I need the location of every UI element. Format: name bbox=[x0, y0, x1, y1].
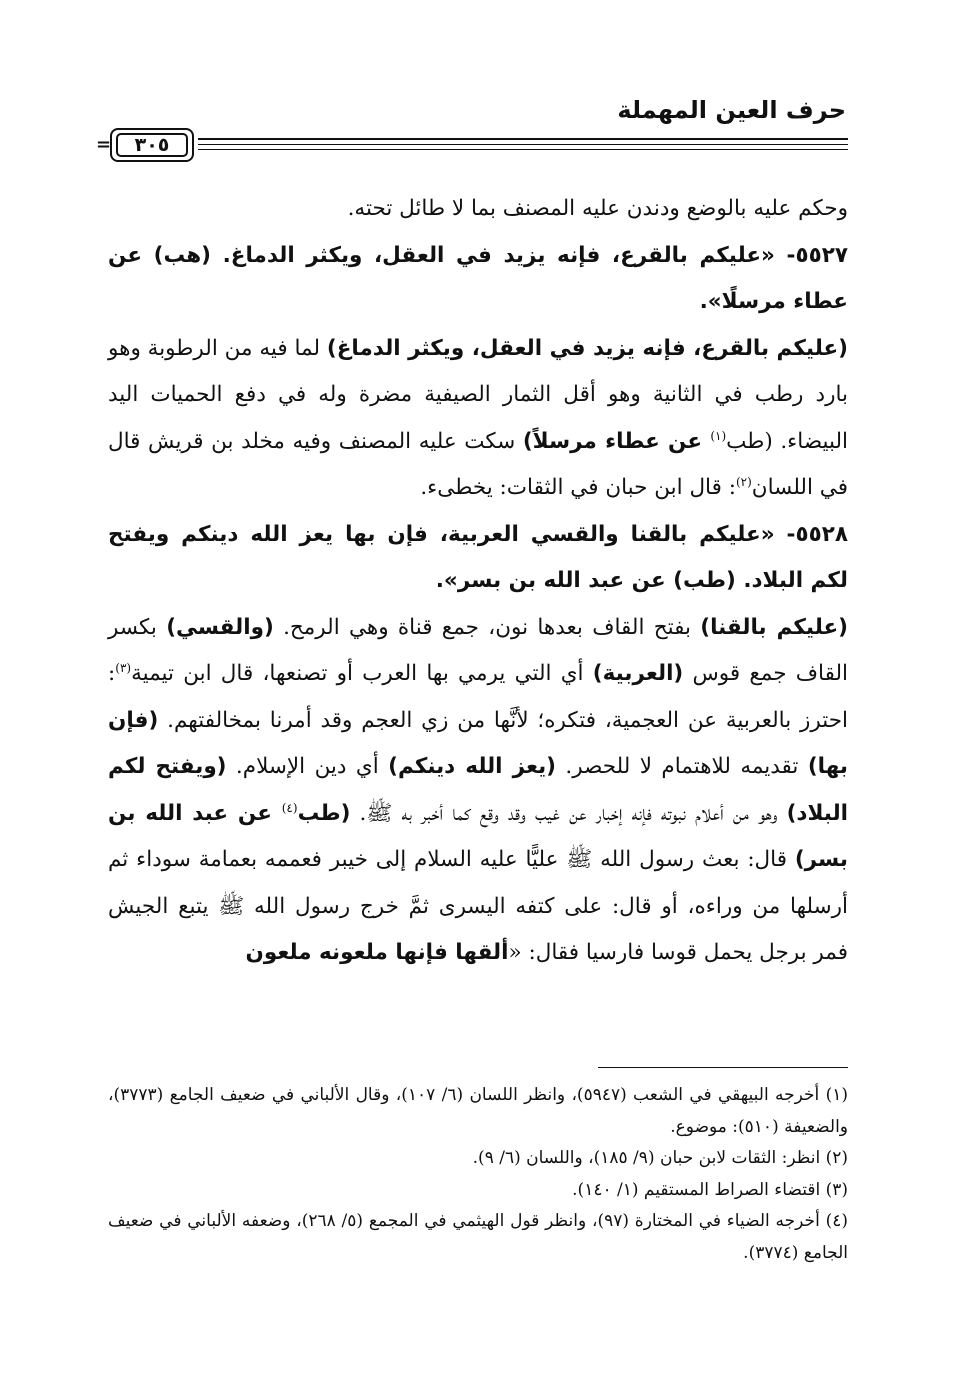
hadith-5528 bbox=[108, 512, 848, 605]
bold-run: (طب bbox=[297, 800, 351, 826]
rule-line bbox=[198, 149, 848, 150]
text-run: ». bbox=[435, 568, 458, 593]
hadith-5527 bbox=[108, 233, 848, 326]
text-run: بفتح القاف بعدها نون، جمع قناة وهي الرمح. bbox=[273, 614, 701, 640]
text-run: أي التي يرمي بها العرب أو تصنعها، قال ابن تيمية bbox=[131, 661, 593, 686]
page-number-frame bbox=[110, 128, 194, 162]
text-run: بكسر القاف جمع قوس bbox=[108, 614, 848, 686]
text-run: قال: بعث رسول الله ﷺ عليًّا عليه السلام إلى خيبر فعممه بعمامة سوداء ثم أرسلها من وراءه، أو قال: على كتفه اليسرى ثمَّ خرج رسول الله ﷺ يتبع الجيش فمر برجل يحمل قوسا فارسيا فقال: « bbox=[108, 847, 848, 965]
text-run: أي دين الإسلام. bbox=[226, 754, 389, 779]
bold-run: ألقها فإنها ملعونه ملعون bbox=[245, 940, 509, 965]
bold-run: (فإن بها) bbox=[108, 707, 848, 779]
commentary-paragraph bbox=[108, 326, 848, 512]
rule-line bbox=[198, 144, 848, 145]
bold-run: عن عبد الله بن بسر) bbox=[108, 800, 848, 872]
footnote-ref: (١) bbox=[710, 428, 727, 443]
bold-run: (ويفتح لكم البلاد) bbox=[108, 754, 849, 826]
text-run: سكت عليه المصنف وفيه مخلد بن قريش قال في اللسان bbox=[108, 428, 848, 500]
bold-run: (والقسي) bbox=[166, 614, 274, 640]
commentary-paragraph bbox=[108, 605, 848, 977]
running-head-title: حرف العين المهملة bbox=[617, 96, 846, 124]
hadith-text: عليكم بالقرع، فإنه يزيد في العقل، ويكثر الدماغ. (هب) عن عطاء مرسلًا bbox=[108, 242, 848, 314]
text-run: : احترز بالعربية عن العجمية، فتكره؛ لأنَّها من زي العجم وقد أمرنا بمخالفتهم. bbox=[108, 661, 848, 733]
footnote: (٢) انظر: الثقات لابن حبان (٩/ ١٨٥)، واللسان (٦/ ٩). bbox=[472, 1148, 848, 1168]
page-number: ٣٠٥ bbox=[116, 133, 188, 157]
text-run: ». bbox=[699, 289, 722, 314]
text-run: وهو من أعلام نبوته فإنه إخبار عن غيب وقد وقع كما أخبر به ﷺ. bbox=[350, 800, 787, 826]
footnote-separator bbox=[598, 1067, 848, 1068]
header-ornament: = bbox=[96, 134, 112, 155]
bold-run: (عليكم بالقنا) bbox=[700, 614, 848, 640]
text-run: لما فيه من الرطوبة وهو بارد رطب في الثانية وهو أقل الثمار الصيفية مضرة وله في دفع الحميات اليد البيضاء. (طب bbox=[108, 335, 848, 454]
paragraph bbox=[108, 186, 848, 233]
footnote-ref: (٢) bbox=[735, 474, 752, 489]
text-run: : قال ابن حبان في الثقات: يخطىء. bbox=[420, 475, 736, 500]
rule-line bbox=[198, 138, 848, 140]
hadith-text: عليكم بالقنا والقسي العربية، فإن بها يعز الله دينكم ويفتح لكم البلاد. (طب) عن عبد الله بن بسر bbox=[108, 521, 848, 593]
bold-run: عن عطاء مرسلاً) bbox=[522, 428, 711, 454]
footnotes bbox=[108, 1080, 848, 1269]
text-run: تقديمه للاهتمام لا للحصر. bbox=[556, 754, 808, 779]
bold-run: (العربية) bbox=[592, 661, 684, 686]
hadith-number: ٥٥٢٧- « bbox=[761, 242, 848, 268]
text-run: وحكم عليه بالوضع ودندن عليه المصنف بما لا طائل تحته. bbox=[347, 196, 848, 221]
bold-run: (يعز الله دينكم) bbox=[388, 754, 557, 779]
main-text bbox=[108, 186, 848, 977]
footnote-ref: (٤) bbox=[281, 800, 298, 815]
footnote: (١) أخرجه البيهقي في الشعب (٥٩٤٧)، وانظر اللسان (٦/ ١٠٧)، وقال الألباني في ضعيف الجامع (٣٧٧٣)، والضعيفة (٥١٠): موضوع. bbox=[108, 1085, 849, 1137]
hadith-number: ٥٥٢٨- « bbox=[760, 521, 848, 547]
footnote: (٤) أخرجه الضياء في المختارة (٩٧)، وانظر قول الهيثمي في المجمع (٥/ ٢٦٨)، وضعفه الألباني في ضعيف الجامع (٣٧٧٤). bbox=[108, 1211, 849, 1263]
footnote-ref: (٣) bbox=[115, 660, 132, 675]
bold-run: (عليكم بالقرع، فإنه يزيد في العقل، ويكثر الدماغ) bbox=[326, 335, 848, 361]
header-rule bbox=[96, 128, 848, 168]
footnote: (٣) اقتضاء الصراط المستقيم (١/ ١٤٠). bbox=[572, 1179, 848, 1200]
